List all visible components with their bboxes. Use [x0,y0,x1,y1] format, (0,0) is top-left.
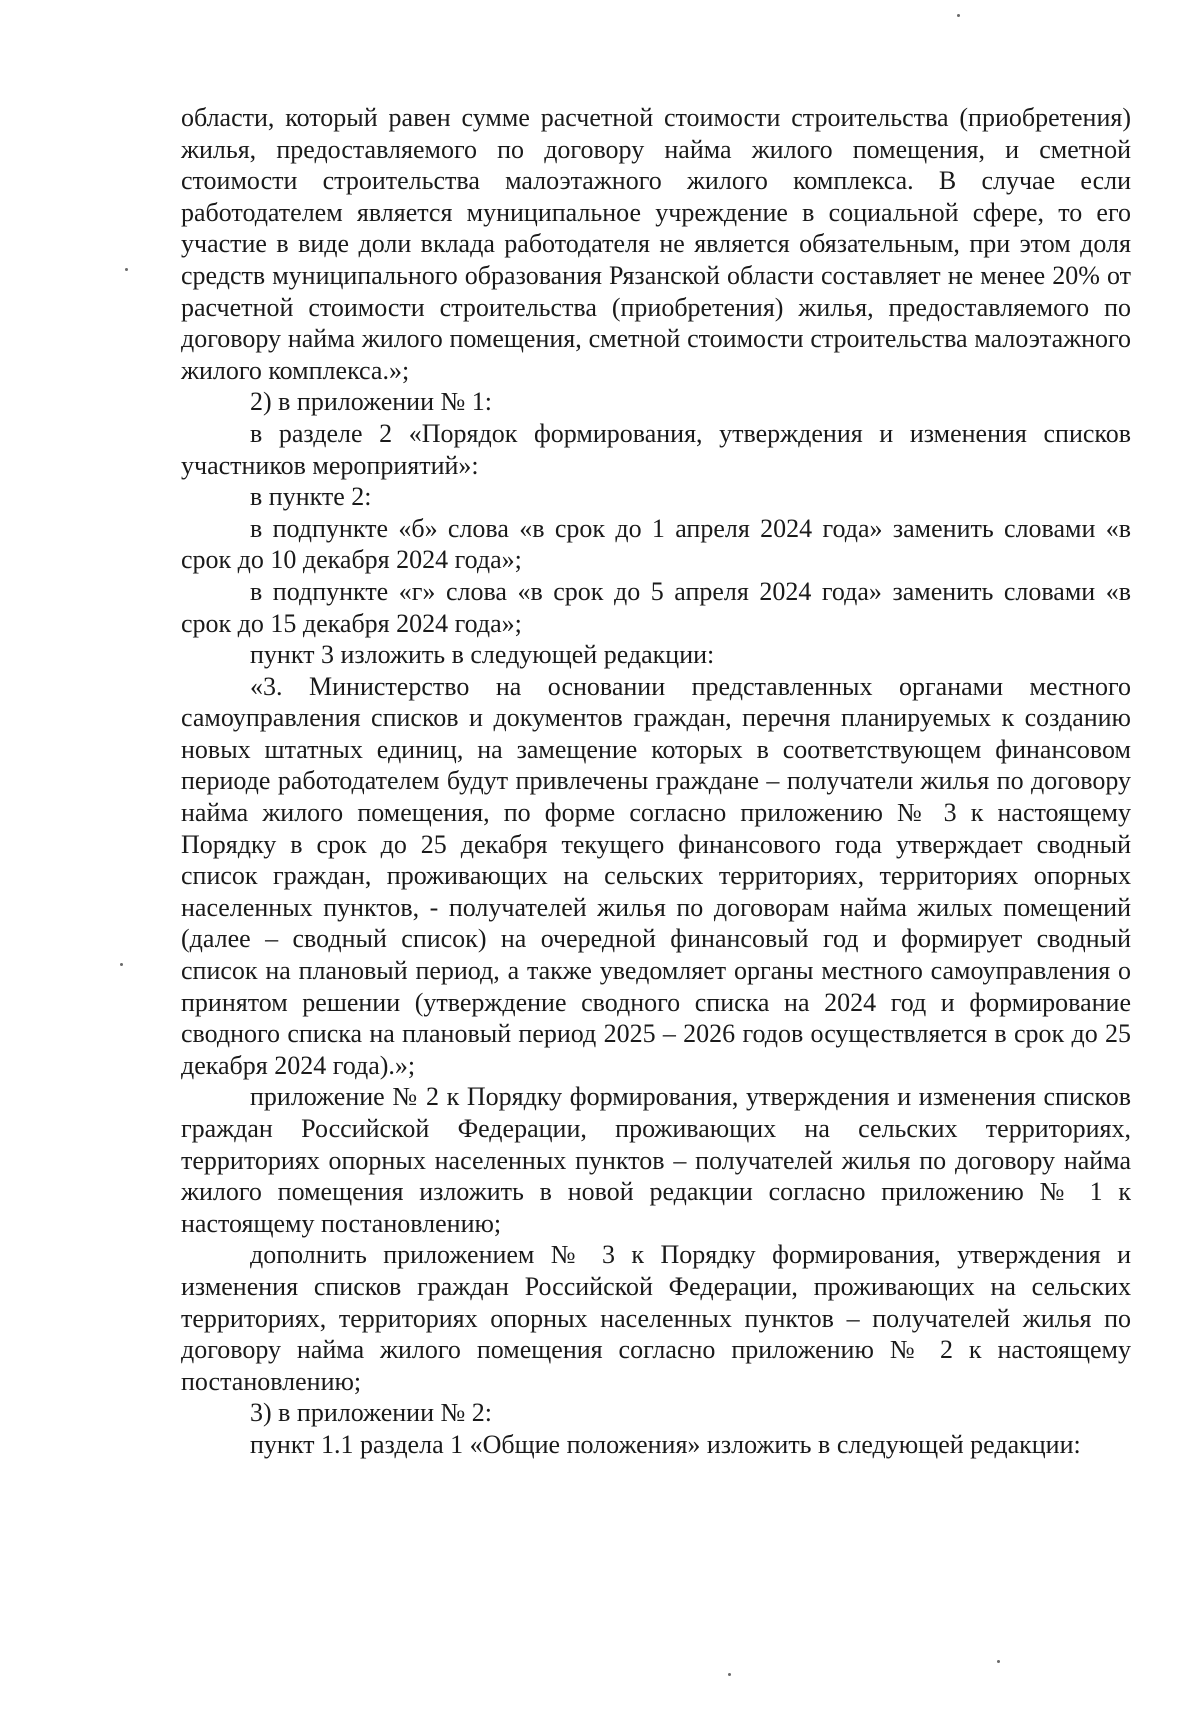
paragraph-clause-3-intro: пункт 3 изложить в следующей редакции: [250,640,715,670]
document-body [181,102,1131,1461]
scan-speck [728,1673,731,1676]
scan-speck [120,963,123,966]
paragraph-appendix-2-replace: приложение № 2 к Порядку формирования, утверждения и изменения списков граждан Российской Федерации, проживающих на сельских территориях, территориях опорных населенных пунктов – получателей жилья по договору найма жилого помещения изложить в новой редакции согласно приложению № 1 к настоящему постановлению; [181,1082,1131,1238]
paragraph-subclause-g: в подпункте «г» слова «в срок до 5 апреля 2024 года» заменить словами «в срок до 15 декабря 2024 года»; [181,576,1131,638]
paragraph-appendix-2-heading: 3) в приложении № 2: [250,1398,493,1428]
paragraph-area-of-region: области, который равен сумме расчетной стоимости строительства (приобретения) жилья, предоставляемого по договору найма жилого помещения, и сметной стоимости строительства малоэтажного жилого комплекса. В случае если работодателем является муниципальное учреждение в социальной сфере, то его участие в виде доли вклада работодателя не является обязательным, при этом доля средств муниципального образования Рязанской области составляет не менее 20% от расчетной стоимости строительства (приобретения) жилья, предоставляемого по договору найма жилого помещения, сметной стоимости строительства малоэтажного жилого комплекса.»; [181,103,1131,385]
paragraph-clause-2: в пункте 2: [250,482,372,512]
paragraph-clause-3-text: «3. Министерство на основании представленных органами местного самоуправления списков и документов граждан, перечня планируемых к созданию новых штатных единиц, на замещение которых в соответствующем финансовом периоде работодателем будут привлечены граждане – получатели жилья по договору найма жилого помещения, по форме согласно приложению № 3 к настоящему Порядку в срок до 25 декабря текущего финансового года утверждает сводный список граждан, проживающих на сельских территориях, территориях опорных населенных пунктов, - получателей жилья по договорам найма жилых помещений (далее – сводный список) на очередной финансовый год и формирует сводный список на плановый период, а также уведомляет органы местного самоуправления о принятом решении (утверждение сводного списка на 2024 год и формирование сводного списка на плановый период 2025 – 2026 годов осуществляется в срок до 25 декабря 2024 года).»; [181,671,1131,1080]
paragraph-appendix-3-add: дополнить приложением № 3 к Порядку формирования, утверждения и изменения списков граждан Российской Федерации, проживающих на сельских территориях, территориях опорных населенных пунктов – получателей жилья по договору найма жилого помещения согласно приложению № 2 к настоящему постановлению; [181,1240,1131,1396]
paragraph-subclause-b: в подпункте «б» слова «в срок до 1 апреля 2024 года» заменить словами «в срок до 10 декабря 2024 года»; [181,513,1131,575]
scan-speck [125,268,128,271]
paragraph-clause-1-1: пункт 1.1 раздела 1 «Общие положения» изложить в следующей редакции: [250,1429,1081,1459]
scan-speck [957,14,960,17]
paragraph-appendix-1-heading: 2) в приложении № 1: [250,387,493,417]
scan-speck [997,1660,1000,1663]
paragraph-section-2: в разделе 2 «Порядок формирования, утверждения и изменения списков участников мероприятий»: [181,418,1131,480]
